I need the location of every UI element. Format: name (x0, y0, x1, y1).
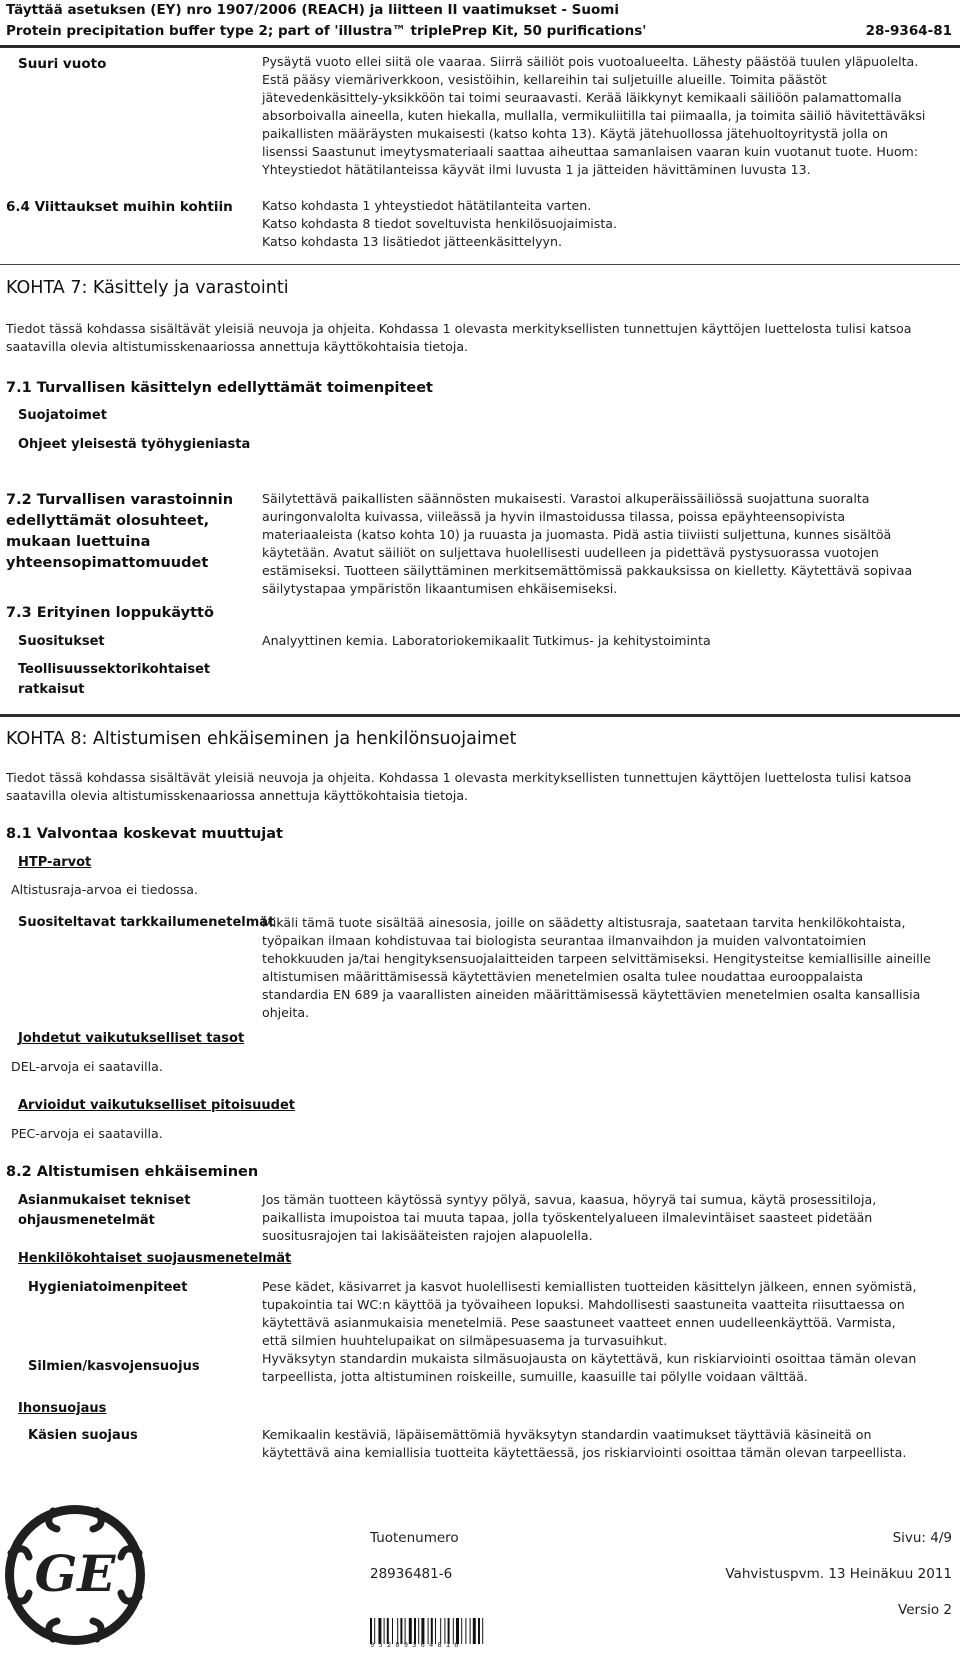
eye-line: tarpeellista, jotta altistuminen roiskeille, sumuille, kaasuille tai pölylle voidaan välttää. (262, 1369, 808, 1384)
large-spill-label: Suuri vuoto (18, 56, 107, 72)
htp-values-text: Altistusraja-arvoa ei tiedossa. (11, 882, 198, 897)
intro-line: saatavilla olevia altistumisskenaariossa annettuja käyttökohtaisia tietoja. (6, 339, 469, 354)
intro-line: Tiedot tässä kohdassa sisältävät yleisiä neuvoja ja ohjeita. Kohdassa 1 olevasta merkityksellisten tunnettujen käyttöjen luettelosta tulisi katsoa (6, 321, 912, 336)
monitoring-line: työpaikan ilmaan kohdistuvaa tai biologista seurantaa ilmanvaihdon ja muiden valvontatoimien (262, 933, 867, 948)
monitoring-line: standardia EN 689 ja vaarallisten aineiden määrittämisessä käytettävien menetelmien osalta kansallisia (262, 987, 921, 1002)
barcode-bar (478, 1618, 480, 1644)
reference-line: Katso kohdasta 13 lisätiedot jätteenkäsittelyyn. (262, 234, 562, 249)
hygiene-line: käytettävä asianmukaisia menetelmiä. Pese saastuneet vaatteet ennen uudelleenkäyttöä. Varmista, (262, 1315, 896, 1330)
label-line: ohjausmenetelmät (18, 1213, 155, 1228)
section-8-title: KOHTA 8: Altistumisen ehkäiseminen ja henkilönsuojaimet (6, 729, 517, 749)
hygiene-advice-label: Ohjeet yleisestä työhygieniasta (18, 437, 251, 452)
validation-date: Vahvistuspvm. 13 Heinäkuu 2011 (725, 1566, 952, 1582)
section-8-intro (6, 769, 956, 805)
section-7-title: KOHTA 7: Käsittely ja varastointi (6, 278, 289, 298)
industry-solutions-label (18, 660, 210, 700)
hygiene-measures-text (262, 1278, 952, 1350)
header-rule (0, 45, 960, 48)
product-number-label: Tuotenumero (370, 1530, 459, 1546)
storage-line: säilytystapaa ympäristön likaantumisen ehkäisemiseksi. (262, 581, 618, 596)
storage-line: estämiseksi. Tuotteen säilyttäminen merkitsemättömissä pakkauksissa on kielletty. Käytettävä sopivaa (262, 563, 913, 578)
section-7-2-heading (6, 490, 233, 574)
spill-line: Yhteystiedot hätätilanteissa käyvät ilmi luvusta 1 ja jätteiden hävittäminen luvusta 13. (262, 162, 811, 177)
barcode-bar (470, 1618, 471, 1644)
barcode-bar (465, 1618, 466, 1644)
section-7-3-text: Analyyttinen kemia. Laboratoriokemikaalit Tutkimus- ja kehitystoiminta (262, 633, 711, 648)
heading-line: edellyttämät olosuhteet, (6, 513, 210, 529)
section-7-3-heading: 7.3 Erityinen loppukäyttö (6, 605, 214, 621)
eye-protection-label: Silmien/kasvojensuojus (28, 1359, 200, 1374)
monitoring-text (262, 914, 952, 1022)
monitoring-line: altistumisen määrittämisessä käytettävien menetelmien osalta tulee noudattaa eurooppalaista (262, 969, 864, 984)
spill-line: lisenssi Saastunut imeytysmateriaali saattaa aiheuttaa samanlaisen vaaran kuin vuotanut tuote. Huom: (262, 144, 919, 159)
barcode-digits: 9 5 2 8 9 3 6 4 8 1 6 (370, 1641, 459, 1649)
spill-line: absorboivalla aineella, kuten hiekalla, mullalla, vermikuliitilla tai piimaalla, ja toimita säiliö hävitettäväksi (262, 108, 926, 123)
monitoring-label: Suositeltavat tarkkailumenetelmät (18, 915, 275, 930)
reference-line: Katso kohdasta 8 tiedot soveltuvista henkilösuojaimista. (262, 216, 617, 231)
ge-logo (0, 1500, 150, 1650)
del-label: Johdetut vaikutukselliset tasot (18, 1031, 245, 1046)
del-text: DEL-arvoja ei saatavilla. (11, 1059, 163, 1074)
section-6-4-label: 6.4 Viittaukset muihin kohtiin (6, 199, 233, 215)
intro-line: saatavilla olevia altistumisskenaariossa annettuja käyttökohtaisia tietoja. (6, 788, 469, 803)
large-spill-text (262, 53, 952, 179)
reference-line: Katso kohdasta 1 yhteystiedot hätätilanteita varten. (262, 198, 592, 213)
htp-values-label: HTP-arvot (18, 855, 92, 870)
barcode-bar (473, 1618, 476, 1644)
hygiene-line: tupakointia tai WC:n käyttöä ja työvaiheen lopuksi. Mahdollisesti saastuneita vaatteita riisuttaessa on (262, 1297, 905, 1312)
controls-line: Jos tämän tuotteen käytössä syntyy pölyä, savua, kaasua, höyryä tai sumua, käytä prosessitiloja, (262, 1192, 877, 1207)
hygiene-line: että silmien huuhtelupaikat on silmäpesuasema ja turvasuihkut. (262, 1333, 668, 1348)
spill-line: jätevedenkäsittely-yksikköön tai toimi seuraavasti. Kerää läikkynyt kemikaali säiliöön palamattomalla (262, 90, 902, 105)
hand-protection-label: Käsien suojaus (28, 1428, 138, 1443)
monitoring-line: tehokkuuden ja/tai hengityksensuojalaitteiden tarpeen selvittämiseksi. Hengitysteitse kemiallisille aineille (262, 951, 931, 966)
label-line: ratkaisut (18, 682, 85, 697)
barcode-bar (482, 1618, 483, 1644)
monitoring-line: ohjeita. (262, 1005, 310, 1020)
logo-lettering: GE (34, 1544, 116, 1603)
section-divider (0, 714, 960, 717)
protective-measures-label: Suojatoimet (18, 408, 107, 423)
spill-line: Estä pääsy viemäriverkkoon, vesistöihin, kellareihin tai suljetuille alueille. Toimita päästöt (262, 72, 827, 87)
hand-line: käytettävä aina kemiallisia tuotteita käytettäessä, jos riskiarviointi osoittaa tämän olevan tarpeellista. (262, 1445, 907, 1460)
header-code: 28-9364-81 (865, 23, 952, 39)
label-line: Asianmukaiset tekniset (18, 1193, 191, 1208)
eye-line: Hyväksytyn standardin mukaista silmäsuojausta on käytettävä, kun riskiarviointi osoittaa tämän olevan (262, 1351, 917, 1366)
label-line: Teollisuussektorikohtaiset (18, 662, 211, 677)
section-7-2-text (262, 490, 952, 598)
storage-line: materiaaleista (katso kohta 10) ja ruuasta ja juomasta. Pidä astia tiiviisti suljettuna, kunnes sisältöä (262, 527, 892, 542)
skin-protection-label: Ihonsuojaus (18, 1401, 107, 1416)
storage-line: Säilytettävä paikallisten säännösten mukaisesti. Varastoi alkuperäissäiliössä suojattuna suoralta (262, 491, 870, 506)
section-7-intro (6, 320, 956, 356)
heading-line: mukaan luettuina (6, 534, 151, 550)
hygiene-measures-label: Hygieniatoimenpiteet (28, 1280, 188, 1295)
personal-protection-label: Henkilökohtaiset suojausmenetelmät (18, 1251, 292, 1266)
section-divider (0, 264, 960, 265)
hand-line: Kemikaalin kestäviä, läpäisemättömiä hyväksytyn standardin vaatimukset täyttäviä käsineitä on (262, 1427, 872, 1442)
ge-logo-icon (0, 1500, 150, 1650)
storage-line: auringonvalolta kuivassa, viileässä ja hyvin ilmastoidussa tilassa, poissa epäyhteensopivista (262, 509, 846, 524)
spill-line: paikallisten määräysten mukaisesti (katso kohta 13). Käytä jätehuollossa jätehuoltoyritystä jolla on (262, 126, 888, 141)
section-8-2-heading: 8.2 Altistumisen ehkäiseminen (6, 1164, 259, 1180)
version: Versio 2 (898, 1602, 952, 1618)
hand-protection-text (262, 1426, 952, 1462)
controls-line: suositusrajojen tai lakisääteisten rajojen alapuolella. (262, 1228, 593, 1243)
heading-line: yhteensopimattomuudet (6, 555, 209, 571)
technical-controls-text (262, 1191, 952, 1245)
header-regulation: Täyttää asetuksen (EY) nro 1907/2006 (REACH) ja liitteen II vaatimukset - Suomi (6, 2, 619, 18)
hygiene-line: Pese kädet, käsivarret ja kasvot huolellisesti kemiallisten tuotteiden käsittelyn jälkeen, ennen syömistä, (262, 1279, 917, 1294)
recommendations-label: Suositukset (18, 634, 105, 649)
spill-line: Pysäytä vuoto ellei siitä ole vaaraa. Siirrä säiliöt pois vuotoalueelta. Lähesty päästöä tuulen yläpuolelta. (262, 54, 919, 69)
technical-controls-label (18, 1191, 190, 1231)
heading-line: 7.2 Turvallisen varastoinnin (6, 492, 234, 508)
intro-line: Tiedot tässä kohdassa sisältävät yleisiä neuvoja ja ohjeita. Kohdassa 1 olevasta merkityksellisten tunnettujen käyttöjen luettelosta tulisi katsoa (6, 770, 912, 785)
storage-line: käytetään. Avatut säiliöt on suljettava huolellisesti uudelleen ja pidettävä pystysuorassa vuotojen (262, 545, 879, 560)
section-7-1-heading: 7.1 Turvallisen käsittelyn edellyttämät toimenpiteet (6, 380, 433, 396)
pec-text: PEC-arvoja ei saatavilla. (11, 1126, 163, 1141)
controls-line: paikallista imupoistoa tai muuta tapaa, jolla työskentelyalueen ilmalevintäiset saasteet pidetään (262, 1210, 873, 1225)
pec-label: Arvioidut vaikutukselliset pitoisuudet (18, 1098, 295, 1113)
monitoring-line: Mikäli tämä tuote sisältää ainesosia, joille on säädetty altistusraja, saatetaan tarvita henkilökohtaista, (262, 915, 906, 930)
section-6-4-text (262, 197, 952, 251)
page-number: Sivu: 4/9 (892, 1530, 952, 1546)
product-number: 28936481-6 (370, 1566, 453, 1582)
header-product-name: Protein precipitation buffer type 2; part of 'illustra™ triplePrep Kit, 50 purifications' (6, 23, 647, 39)
eye-protection-text (262, 1350, 952, 1386)
section-8-1-heading: 8.1 Valvontaa koskevat muuttujat (6, 826, 283, 842)
barcode-bar (461, 1618, 462, 1644)
